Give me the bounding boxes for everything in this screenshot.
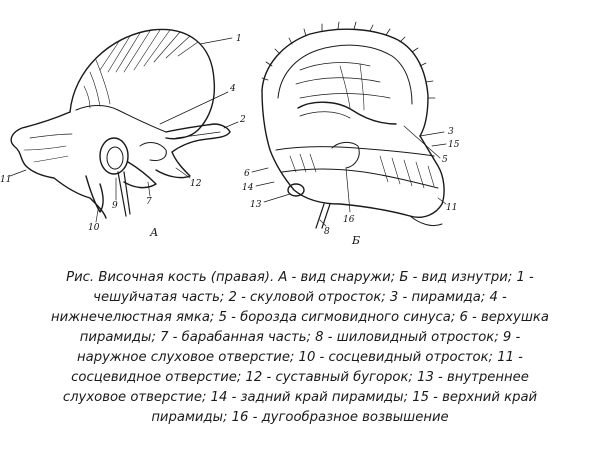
label-b-14: 14	[242, 183, 254, 193]
label-a-1: 1	[236, 34, 242, 44]
label-a-11: 11	[0, 175, 12, 185]
label-b-6: 6	[244, 169, 250, 179]
label-a-9: 9	[112, 201, 118, 211]
panel-label-b: Б	[352, 234, 361, 247]
panel-label-a: А	[150, 226, 159, 239]
caption-line-2: чешуйчатая часть; 2 - скуловой отросток; 3 - пирамида; 4 -	[93, 290, 507, 305]
label-a-2: 2	[240, 115, 246, 125]
caption-line-6: сосцевидное отверстие; 12 - суставный бугорок; 13 - внутреннее	[71, 370, 529, 385]
label-a-10: 10	[88, 223, 100, 233]
label-b-15: 15	[448, 140, 460, 150]
label-a-7: 7	[146, 197, 152, 207]
view-b-labels	[242, 127, 460, 247]
caption-line-4: пирамиды; 7 - барабанная часть; 8 - шиловидный отросток; 9 -	[79, 330, 521, 345]
label-a-12: 12	[190, 179, 202, 189]
label-b-8: 8	[324, 227, 330, 237]
label-b-11: 11	[446, 203, 458, 213]
label-a-4: 4	[230, 84, 236, 94]
label-b-3: 3	[448, 127, 454, 137]
caption-line-1: Рис. Височная кость (правая). А - вид снаружи; Б - вид изнутри; 1 -	[66, 270, 534, 285]
figure-caption	[24, 268, 576, 428]
caption-line-3: нижнечелюстная ямка; 5 - борозда сигмовидного синуса; 6 - верхушка	[51, 310, 549, 325]
caption-line-7: слуховое отверстие; 14 - задний край пирамиды; 15 - верхний край	[62, 390, 538, 405]
caption-line-8: пирамиды; 16 - дугообразное возвышение	[151, 410, 449, 425]
view-a-labels	[0, 34, 246, 239]
label-b-16: 16	[343, 215, 355, 225]
caption-line-5: наружное слуховое отверстие; 10 - сосцевидный отросток; 11 -	[77, 350, 523, 365]
view-b-drawing	[252, 22, 446, 228]
label-b-5: 5	[442, 155, 448, 165]
view-a-drawing	[10, 29, 238, 222]
label-b-13: 13	[250, 200, 262, 210]
